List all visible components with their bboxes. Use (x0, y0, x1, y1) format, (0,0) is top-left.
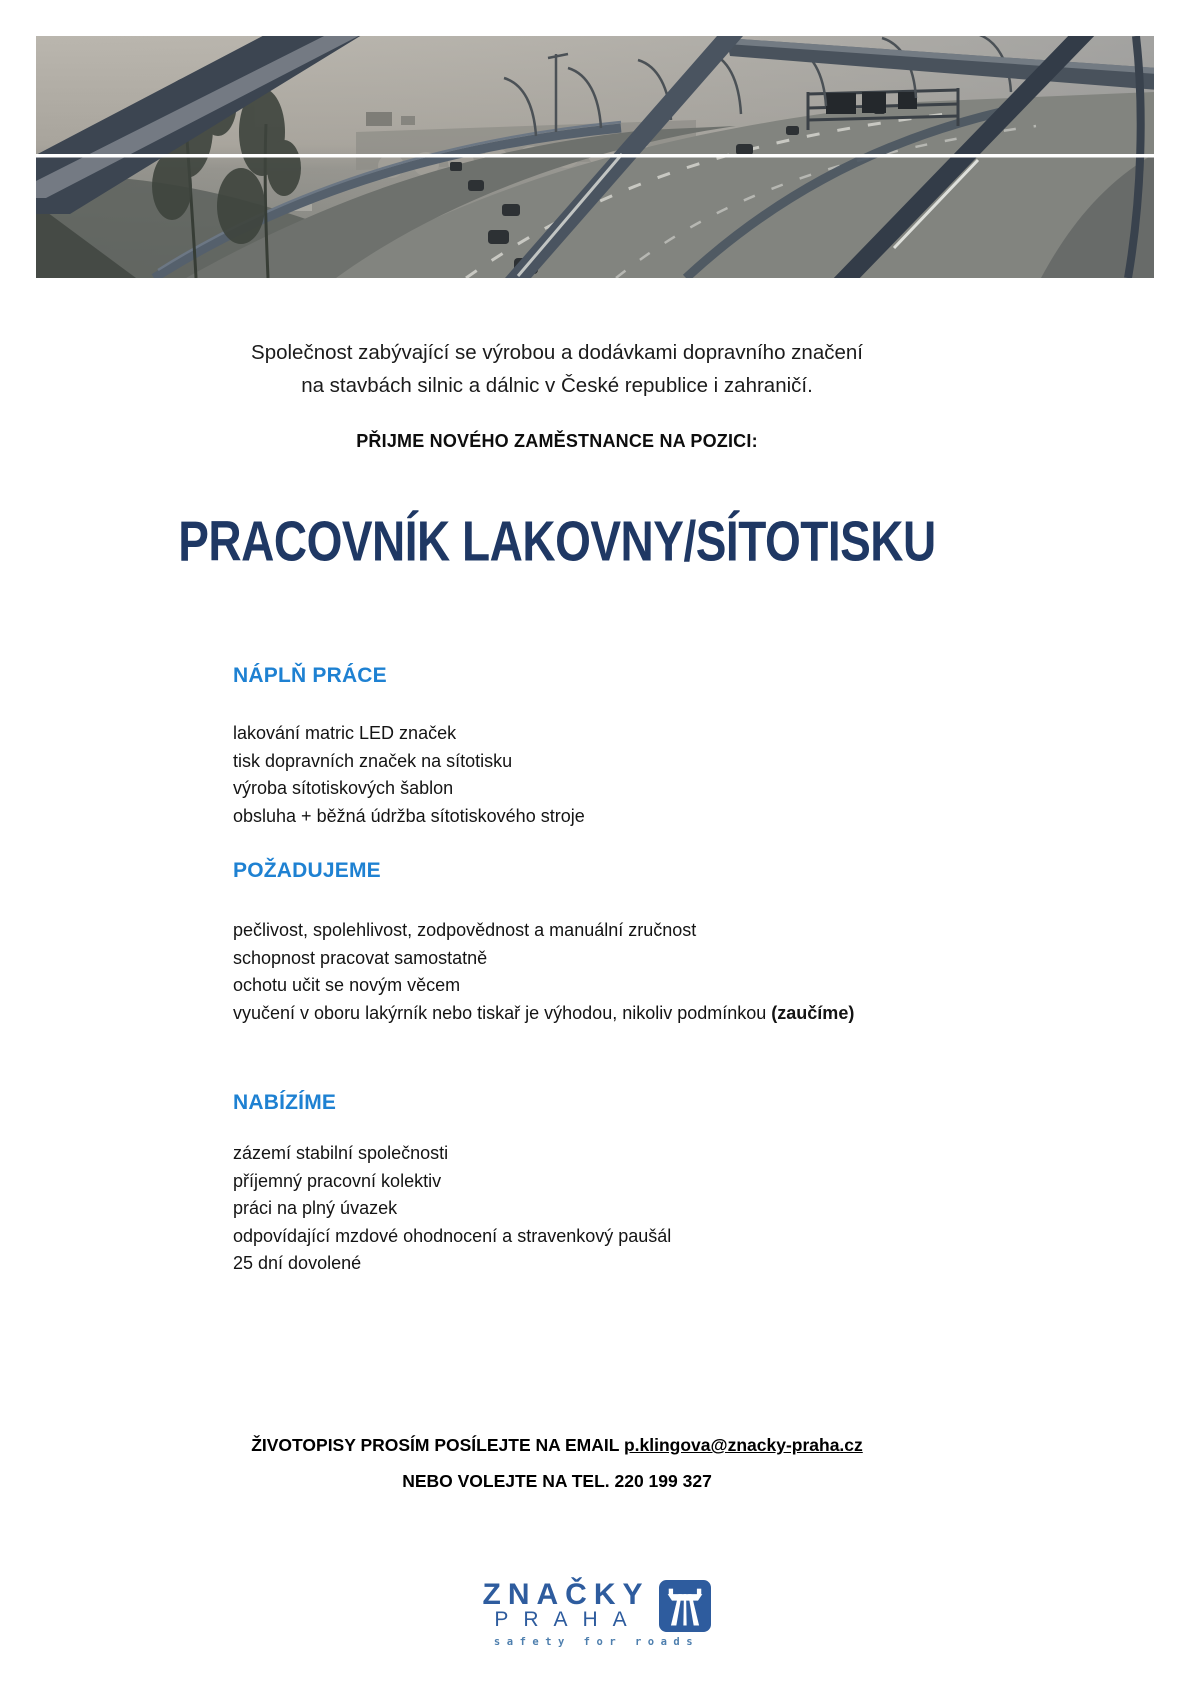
logo-wordmark (480, 1578, 650, 1631)
logo-row (480, 1580, 711, 1632)
logo-wordmark-znacky: ZNAČKY (482, 1578, 650, 1611)
list-item (233, 1000, 854, 1028)
duties-list (233, 720, 585, 830)
intro-line-1: Společnost zabývající se výrobou a dodávkami dopravního značení (251, 341, 863, 364)
logo-wordmark-praha: PRAHA (494, 1608, 642, 1631)
contact-email-line (36, 1428, 1078, 1464)
highway-bridge-illustration (36, 36, 1154, 278)
section-heading-requirements: POŽADUJEME (233, 859, 381, 882)
list-item: lakování matric LED značek (233, 723, 457, 743)
email-link[interactable]: p.klingova@znacky-praha.cz (623, 1435, 863, 1455)
logo-slogan: safety for roads (493, 1636, 700, 1648)
header-photo (36, 36, 1154, 278)
list-item: ochotu učit se novým věcem (233, 975, 461, 995)
list-item: výroba sítotiskových šablon (233, 778, 454, 798)
requirement-text: vyučení v oboru lakýrník nebo tiskař je výhodou, nikoliv podmínkou (233, 1002, 772, 1023)
photo-divider-line (36, 154, 1154, 158)
contact-phone-line (36, 1464, 1078, 1500)
requirements-list (233, 917, 854, 1027)
section-heading-benefits: NABÍZÍME (233, 1091, 337, 1114)
contact-block (36, 1428, 1078, 1499)
benefits-list (233, 1140, 671, 1278)
list-item: 25 dní dovolené (233, 1253, 362, 1273)
company-intro (36, 336, 1078, 402)
list-item: obsluha + běžná údržba sítotiskového stroje (233, 805, 585, 826)
motorway-icon (659, 1580, 711, 1632)
list-item: tisk dopravních značek na sítotisku (233, 750, 513, 771)
company-logo (0, 1580, 1190, 1648)
list-item: pečlivost, spolehlivost, zodpovědnost a manuální zručnost (233, 920, 697, 940)
job-title: PRACOVNÍK LAKOVNY/SÍTOTISKU (178, 509, 936, 573)
section-heading-duties: NÁPLŇ PRÁCE (233, 664, 387, 687)
list-item: schopnost pracovat samostatně (233, 947, 488, 968)
intro-line-2: na stavbách silnic a dálnic v České republice i zahraničí. (301, 374, 813, 397)
list-item: zázemí stabilní společnosti (233, 1143, 449, 1163)
contact-phone-prefix: NEBO VOLEJTE NA TEL. (402, 1470, 615, 1491)
list-item: práci na plný úvazek (233, 1198, 398, 1218)
requirement-bold-note: (zaučíme) (771, 1002, 855, 1023)
contact-email-prefix: ŽIVOTOPISY PROSÍM POSÍLEJTE NA EMAIL (251, 1435, 624, 1455)
phone-number: 220 199 327 (614, 1470, 712, 1491)
hiring-subtitle: PŘIJME NOVÉHO ZAMĚSTNANCE NA POZICI: (356, 431, 758, 451)
list-item: odpovídající mzdové ohodnocení a stravenkový paušál (233, 1225, 672, 1246)
list-item: příjemný pracovní kolektiv (233, 1170, 442, 1191)
